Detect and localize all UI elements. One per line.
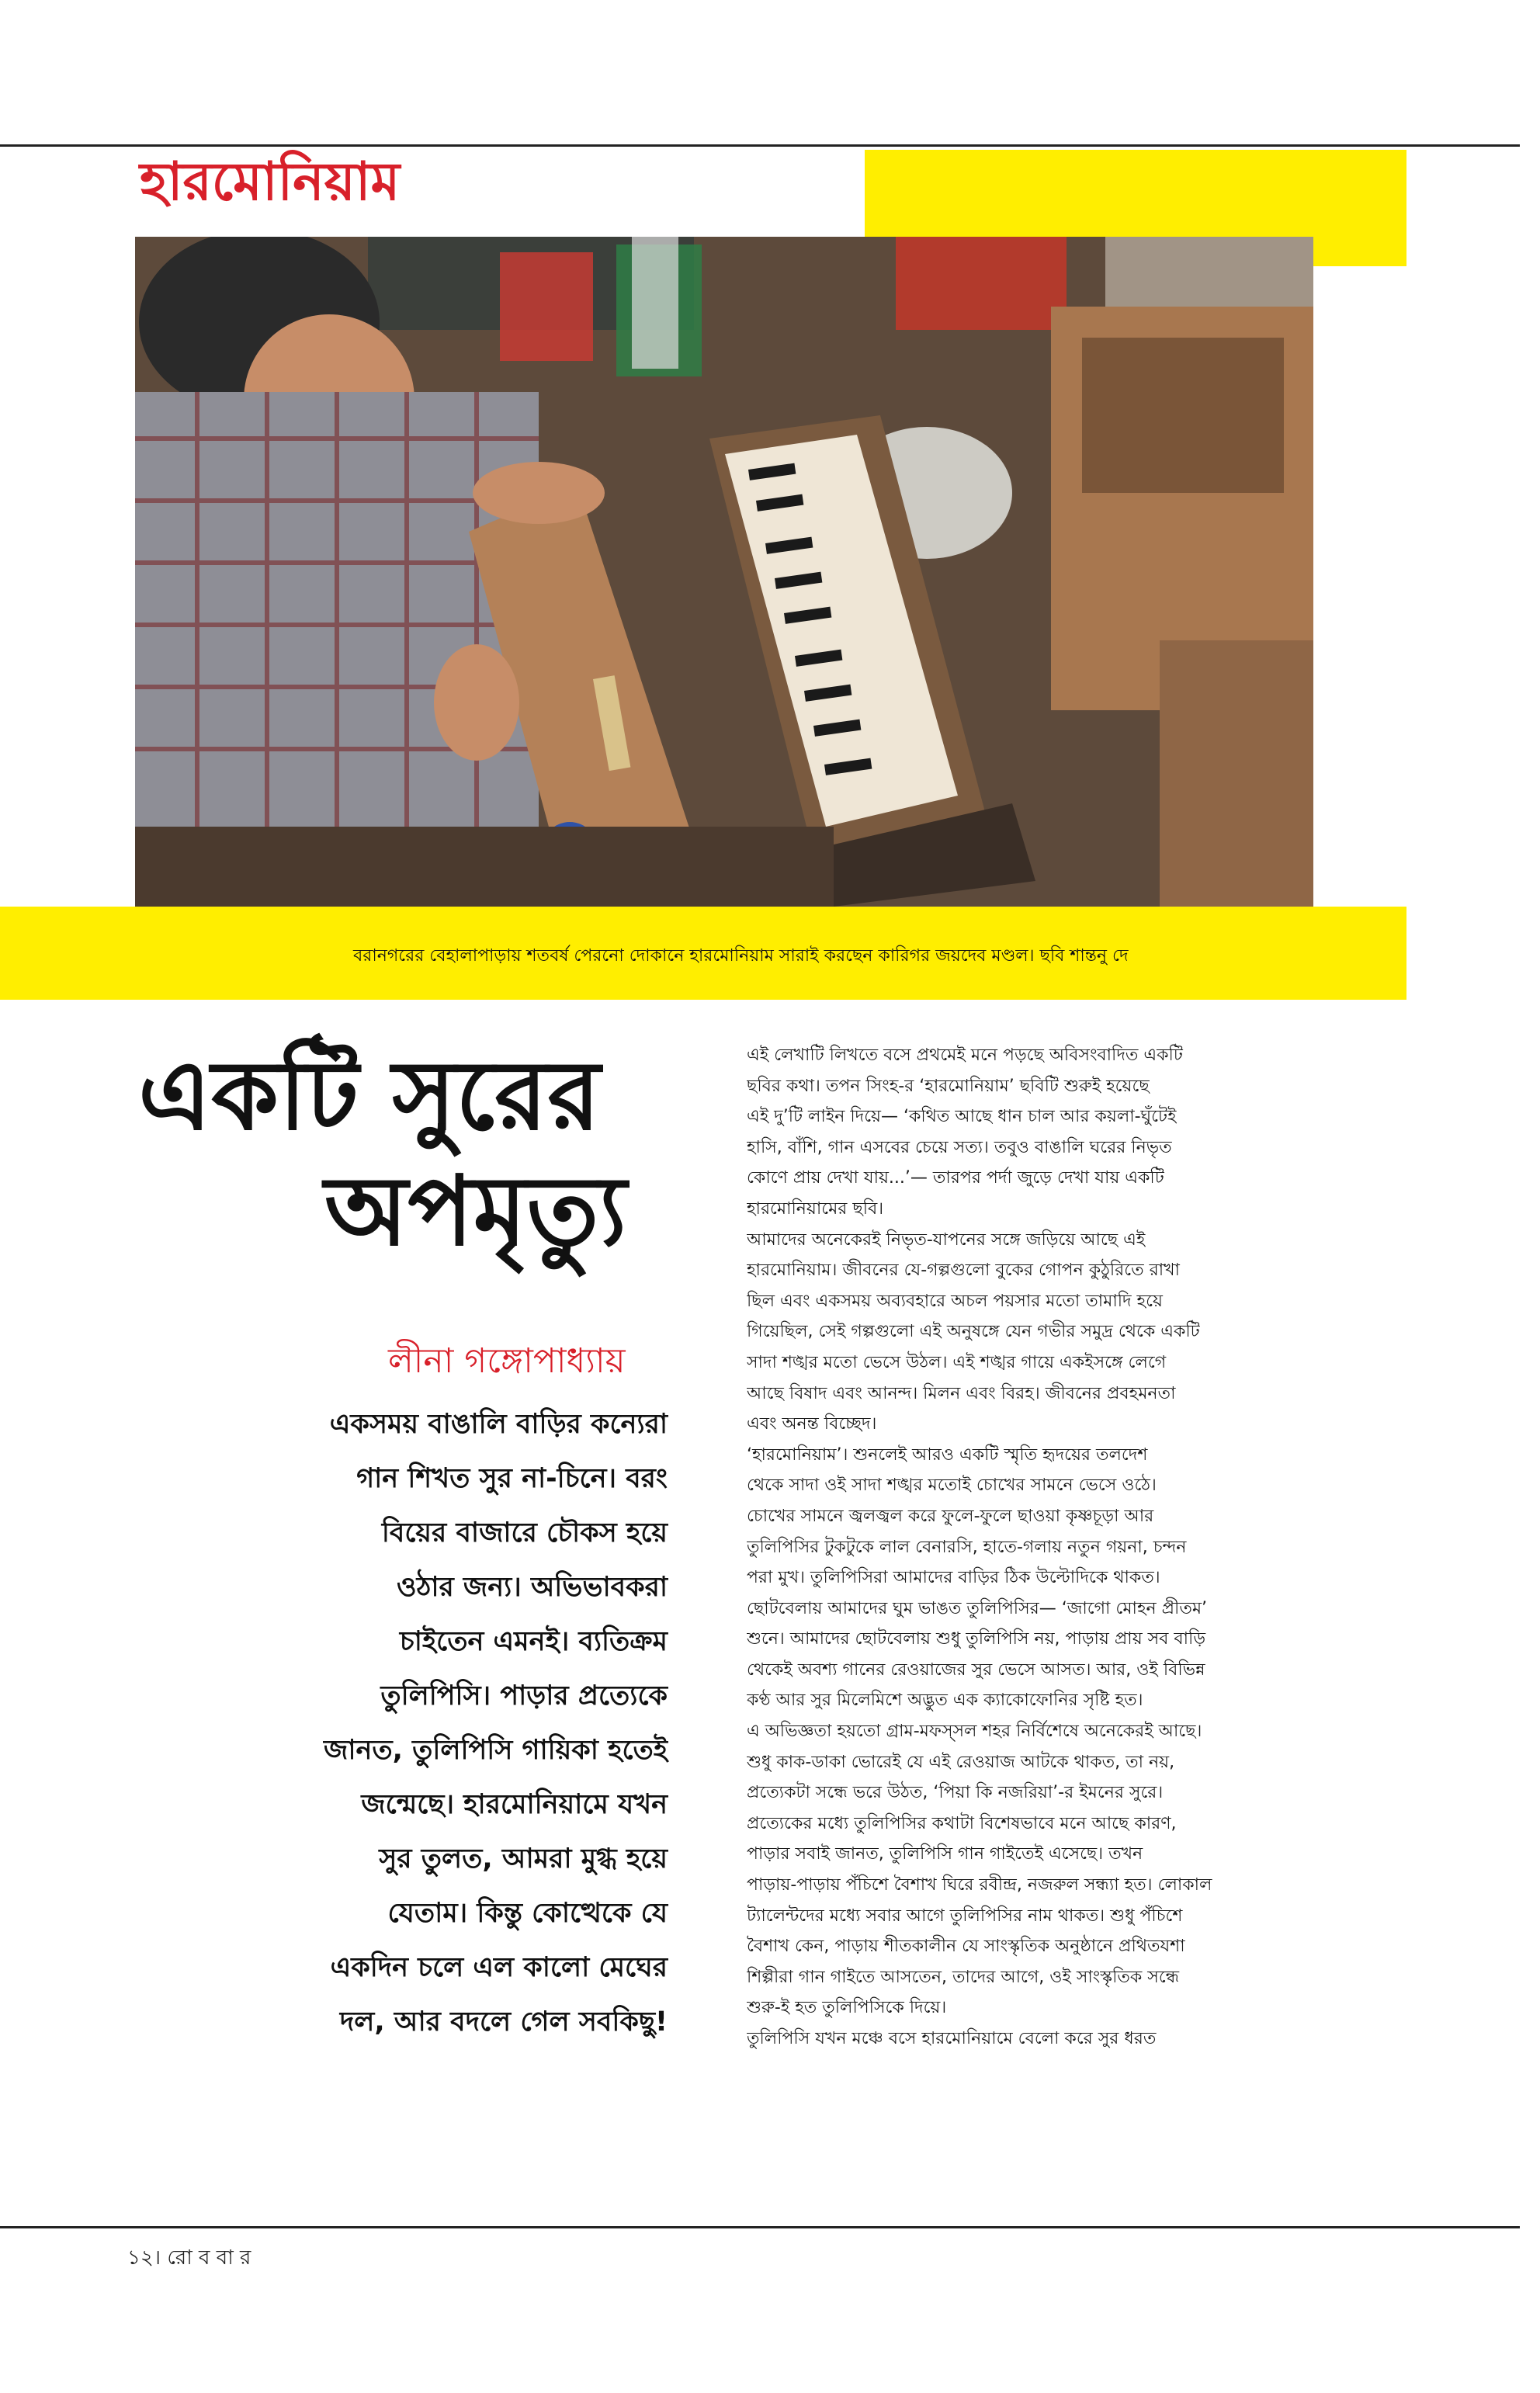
body-line: এবং অনন্ত বিচ্ছেদ।: [747, 1414, 877, 1434]
standfirst-line: জানত, তুলিপিসি গায়িকা হতেই: [324, 1735, 668, 1766]
body-line: আমাদের অনেকেরই নিভৃত-যাপনের সঙ্গে জড়িয়ে আছে এই: [747, 1229, 1146, 1250]
photo-wood-plank: [1160, 640, 1313, 907]
body-line: চোখের সামনে জ্বলজ্বল করে ফুলে-ফুলে ছাওয়া কৃষ্ণচূড়া আর: [747, 1506, 1154, 1526]
standfirst-line: দল, আর বদলে গেল সবকিছু!: [339, 2006, 668, 2038]
standfirst-line: একদিন চলে এল কালো মেঘের: [330, 1952, 668, 1983]
body-line: কোণে প্রায় দেখা যায়...’— তারপর পর্দা জুড়ে দেখা যায় একটি: [747, 1168, 1164, 1188]
body-line: ছবির কথা। তপন সিংহ-র ‘হারমোনিয়াম’ ছবিটি শুরুই হয়েছে: [747, 1076, 1150, 1096]
body-line: পরা মুখ। তুলিপিসিরা আমাদের বাড়ির ঠিক উল্টোদিকে থাকত।: [747, 1568, 1160, 1588]
body-line: হাসি, বাঁশি, গান এসবের চেয়ে সত্য। তবুও বাঙালি ঘরের নিভৃত: [747, 1137, 1172, 1157]
photo-man-hand-right: [434, 644, 519, 761]
standfirst-line: সুর তুলত, আমরা মুগ্ধ হয়ে: [379, 1843, 668, 1875]
body-line: পাড়ার সবাই জানত, তুলিপিসি গান গাইতেই এসেছে। তখন: [747, 1844, 1143, 1864]
top-rule: [0, 144, 1520, 147]
body-line: পাড়ায়-পাড়ায় পঁচিশে বৈশাখ ঘিরে রবীন্দ্র, নজরুল সন্ধ্যা হত। লোকাল: [747, 1875, 1212, 1895]
body-line: কণ্ঠ আর সুর মিলেমিশে অদ্ভুত এক ক্যাকোফোনির সৃষ্টি হত।: [747, 1691, 1143, 1711]
body-line: তুলিপিসি যখন মঞ্চে বসে হারমোনিয়ামে বেলো করে সুর ধরত: [747, 2029, 1157, 2048]
headline: [132, 1039, 691, 1270]
body-line: সাদা শঙ্খর মতো ভেসে উঠল। এই শঙ্খর গায়ে একইসঙ্গে লেগে: [747, 1352, 1167, 1372]
body-line: শুনে। আমাদের ছোটবেলায় শুধু তুলিপিসি নয়, পাড়ায় প্রায় সব বাড়ি: [747, 1629, 1206, 1649]
photo-man-hand-left: [473, 462, 605, 524]
author-byline: লীনা গঙ্গোপাধ্যায়: [388, 1341, 626, 1381]
body-line: গিয়েছিল, সেই গল্পগুলো এই অনুষঙ্গে যেন গভীর সমুদ্র থেকে একটি: [747, 1322, 1200, 1342]
photo-bottle: [632, 237, 678, 369]
headline-line-1: একটি সুরের: [138, 1039, 601, 1152]
page-folio: ১২। রো ব বা র: [127, 2246, 251, 2270]
photo-shirt-check: [135, 392, 539, 827]
body-line: এই দু’টি লাইন দিয়ে— ‘কথিত আছে ধান চাল আর কয়লা-ঘুঁটেই: [747, 1107, 1177, 1127]
standfirst-line: চাইতেন এমনই। ব্যতিক্রম: [399, 1626, 668, 1657]
body-line: ছিল এবং একসময় অব্যবহারে অচল পয়সার মতো তামাদি হয়ে: [747, 1291, 1163, 1311]
body-line: প্রত্যেকের মধ্যে তুলিপিসির কথাটা বিশেষভাবে মনে আছে কারণ,: [747, 1813, 1177, 1833]
photo-floor: [135, 827, 834, 907]
photo-reed-board: [1082, 338, 1284, 493]
standfirst-line: জন্মেছে। হারমোনিয়ামে যখন: [361, 1789, 668, 1820]
body-line: শুধু কাক-ডাকা ভোরেই যে এই রেওয়াজ আটকে থাকত, তা নয়,: [747, 1752, 1175, 1772]
body-line: ‘হারমোনিয়াম’। শুনলেই আরও একটি স্মৃতি হৃদয়ের তলদেশ: [747, 1444, 1148, 1465]
article-body: [747, 1040, 1400, 2055]
standfirst: [155, 1397, 668, 2049]
body-line: হারমোনিয়াম। জীবনের যে-গল্পগুলো বুকের গোপন কুঠুরিতে রাখা: [747, 1261, 1180, 1281]
standfirst-line: যেতাম। কিন্তু কোত্থেকে যে: [387, 1898, 668, 1929]
photo-red-cloth: [500, 252, 593, 361]
standfirst-line: তুলিপিসি। পাড়ার প্রত্যেকে: [380, 1680, 668, 1712]
standfirst-line: বিয়ের বাজারে চৌকস হয়ে: [381, 1517, 668, 1549]
harmonium-repair-photo: [135, 237, 1313, 907]
section-label: হারমোনিয়াম: [140, 151, 401, 213]
body-line: হারমোনিয়ামের ছবি।: [747, 1198, 884, 1219]
standfirst-line: ওঠার জন্য। অভিভাবকরা: [396, 1572, 668, 1603]
body-line: বৈশাখ কেন, পাড়ায় শীতকালীন যে সাংস্কৃতিক অনুষ্ঠানে প্রথিতযশা: [747, 1937, 1185, 1957]
body-line: এ অভিজ্ঞতা হয়তো গ্রাম-মফস্সল শহর নির্বিশেষে অনেকেরই আছে।: [747, 1722, 1202, 1742]
body-line: ট্যালেন্টদের মধ্যে সবার আগে তুলিপিসির নাম থাকত। শুধু পঁচিশে: [747, 1906, 1183, 1926]
body-line: ছোটবেলায় আমাদের ঘুম ভাঙত তুলিপিসির— ‘জাগো মোহন প্রীতম’: [747, 1598, 1208, 1618]
body-line: আছে বিষাদ এবং আনন্দ। মিলন এবং বিরহ। জীবনের প্রবহমনতা: [747, 1383, 1176, 1403]
feature-photo: [135, 237, 1313, 907]
standfirst-line: গান শিখত সুর না-চিনে। বরং: [356, 1463, 668, 1494]
body-line: তুলিপিসির টুকটুকে লাল বেনারসি, হাতে-গলায় নতুন গয়না, চন্দন: [747, 1537, 1187, 1557]
photo-drum: [896, 237, 1067, 330]
photo-caption: বরানগরের বেহালাপাড়ায় শতবর্ষ পেরনো দোকানে হারমোনিয়াম সারাই করছেন কারিগর জয়দেব মণ্ডল। ছবি শান্তনু দে: [353, 946, 1129, 966]
body-line: শুরু-ই হত তুলিপিসিকে দিয়ে।: [747, 1998, 947, 2018]
body-line: প্রত্যেকটা সন্ধে ভরে উঠত, ‘পিয়া কি নজরিয়া’-র ইমনের সুরে।: [747, 1783, 1164, 1803]
body-line: থেকে সাদা ওই সাদা শঙ্খর মতোই চোখের সামনে ভেসে ওঠে।: [747, 1476, 1157, 1496]
body-line: এই লেখাটি লিখতে বসে প্রথমেই মনে পড়ছে অবিসংবাদিত একটি: [747, 1046, 1183, 1065]
standfirst-line: একসময় বাঙালি বাড়ির কন্যেরা: [329, 1409, 668, 1440]
body-line: শিল্পীরা গান গাইতে আসতেন, তাদের আগে, ওই সাংস্কৃতিক সন্ধে: [747, 1967, 1180, 1987]
footer-rule: [0, 2226, 1520, 2228]
headline-line-2: অপমৃত্যু: [324, 1154, 627, 1268]
body-line: থেকেই অবশ্য গানের রেওয়াজের সুর ভেসে আসত। আর, ওই বিভিন্ন: [747, 1659, 1205, 1680]
